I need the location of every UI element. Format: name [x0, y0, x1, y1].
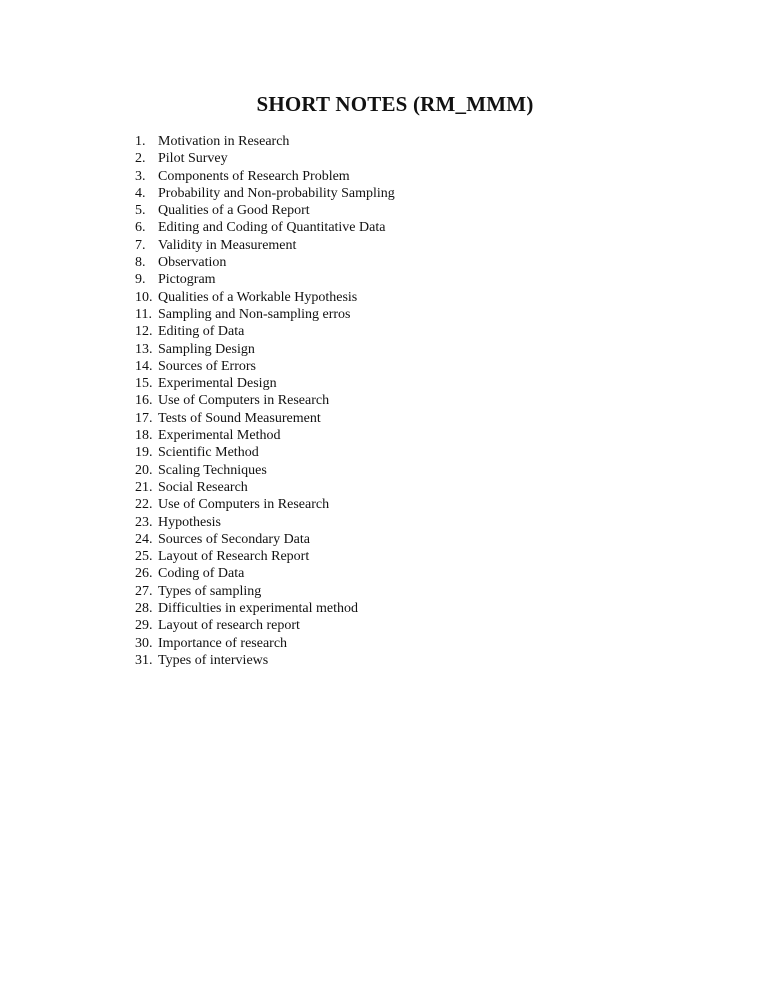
list-item: [135, 133, 395, 150]
list-item-number: 4.: [135, 185, 146, 201]
list-item: [135, 289, 395, 306]
list-item-number: 6.: [135, 220, 146, 236]
list-item-text: Use of Computers in Research: [158, 393, 330, 409]
list-item-text: Sampling Design: [158, 341, 255, 357]
list-item-text: Motivation in Research: [158, 134, 290, 149]
list-item: [135, 635, 395, 652]
list-item: [135, 617, 395, 634]
list-item: [135, 410, 395, 427]
list-item-text: Hypothesis: [158, 514, 221, 530]
list-item-text: Types of sampling: [158, 583, 262, 599]
list-item: [135, 392, 395, 409]
list-item-text: Tests of Sound Measurement: [158, 410, 321, 426]
list-item-number: 20.: [135, 462, 153, 478]
list-item-number: 17.: [135, 410, 153, 426]
list-item-number: 1.: [135, 134, 146, 149]
list-item-number: 10.: [135, 289, 153, 305]
list-item: [135, 652, 395, 669]
list-item: [135, 271, 395, 288]
list-item-number: 3.: [135, 168, 146, 184]
page-title: SHORT NOTES (RM_MMM): [256, 92, 534, 116]
list-item-text: Experimental Design: [158, 376, 277, 392]
list-item-number: 25.: [135, 549, 153, 565]
list-item: [135, 444, 395, 461]
list-item-number: 31.: [135, 652, 153, 668]
list-item-number: 5.: [135, 203, 146, 219]
list-item: [135, 479, 395, 496]
list-item: [135, 514, 395, 531]
list-item-text: Validity in Measurement: [158, 237, 297, 253]
list-item: [135, 168, 395, 185]
list-item-text: Scaling Techniques: [158, 462, 267, 478]
list-item-number: 18.: [135, 428, 153, 444]
list-item-text: Layout of research report: [158, 618, 300, 634]
list-item: [135, 600, 395, 617]
list-item-text: Pictogram: [158, 272, 216, 288]
list-item-text: Social Research: [158, 479, 248, 495]
list-item-text: Editing and Coding of Quantitative Data: [158, 220, 386, 236]
list-item-number: 29.: [135, 618, 153, 634]
list-item: [135, 531, 395, 548]
short-notes-list: [135, 133, 395, 669]
list-item-text: Use of Computers in Research: [158, 497, 330, 513]
list-item-number: 8.: [135, 255, 146, 271]
list-item: [135, 358, 395, 375]
list-item-number: 2.: [135, 151, 146, 167]
list-item-number: 23.: [135, 514, 153, 530]
list-item-text: Importance of research: [158, 635, 288, 651]
list-item: [135, 306, 395, 323]
list-item: [135, 496, 395, 513]
list-item-number: 16.: [135, 393, 153, 409]
list-item: [135, 427, 395, 444]
list-item-text: Sources of Secondary Data: [158, 531, 311, 547]
list-item: [135, 254, 395, 271]
list-item-text: Sources of Errors: [158, 358, 256, 374]
list-item-number: 30.: [135, 635, 153, 651]
list-item-number: 12.: [135, 324, 153, 340]
list-item: [135, 202, 395, 219]
list-item-number: 24.: [135, 531, 153, 547]
list-item: [135, 237, 395, 254]
list-item-text: Scientific Method: [158, 445, 259, 461]
list-item-number: 22.: [135, 497, 153, 513]
list-item-text: Layout of Research Report: [158, 549, 310, 565]
list-item: [135, 375, 395, 392]
list-item-number: 26.: [135, 566, 153, 582]
list-item: [135, 583, 395, 600]
list-item-text: Sampling and Non-sampling erros: [158, 306, 351, 322]
list-item: [135, 462, 395, 479]
list-item-number: 21.: [135, 479, 153, 495]
list-item-text: Pilot Survey: [158, 151, 228, 167]
list-item-number: 28.: [135, 601, 153, 617]
list-item: [135, 150, 395, 167]
list-item-text: Components of Research Problem: [158, 168, 350, 184]
list-item-text: Difficulties in experimental method: [158, 601, 358, 617]
list-item: [135, 548, 395, 565]
list-item-text: Editing of Data: [158, 324, 245, 340]
list-item-number: 7.: [135, 237, 146, 253]
list-item-text: Qualities of a Good Report: [158, 203, 310, 219]
list-item-text: Experimental Method: [158, 428, 281, 444]
list-item-text: Observation: [158, 255, 227, 271]
list-item-text: Qualities of a Workable Hypothesis: [158, 289, 358, 305]
list-item: [135, 219, 395, 236]
list-item: [135, 341, 395, 358]
list-item-number: 13.: [135, 341, 153, 357]
list-item-number: 14.: [135, 358, 153, 374]
list-item-text: Probability and Non-probability Sampling: [158, 185, 395, 201]
list-item-number: 19.: [135, 445, 153, 461]
list-item-text: Types of interviews: [158, 652, 269, 668]
list-item: [135, 323, 395, 340]
list-item-number: 27.: [135, 583, 153, 599]
list-item-number: 11.: [135, 306, 152, 322]
list-item: [135, 185, 395, 202]
list-item-text: Coding of Data: [158, 566, 245, 582]
list-item-number: 15.: [135, 376, 153, 392]
list-item: [135, 565, 395, 582]
list-item-number: 9.: [135, 272, 146, 288]
